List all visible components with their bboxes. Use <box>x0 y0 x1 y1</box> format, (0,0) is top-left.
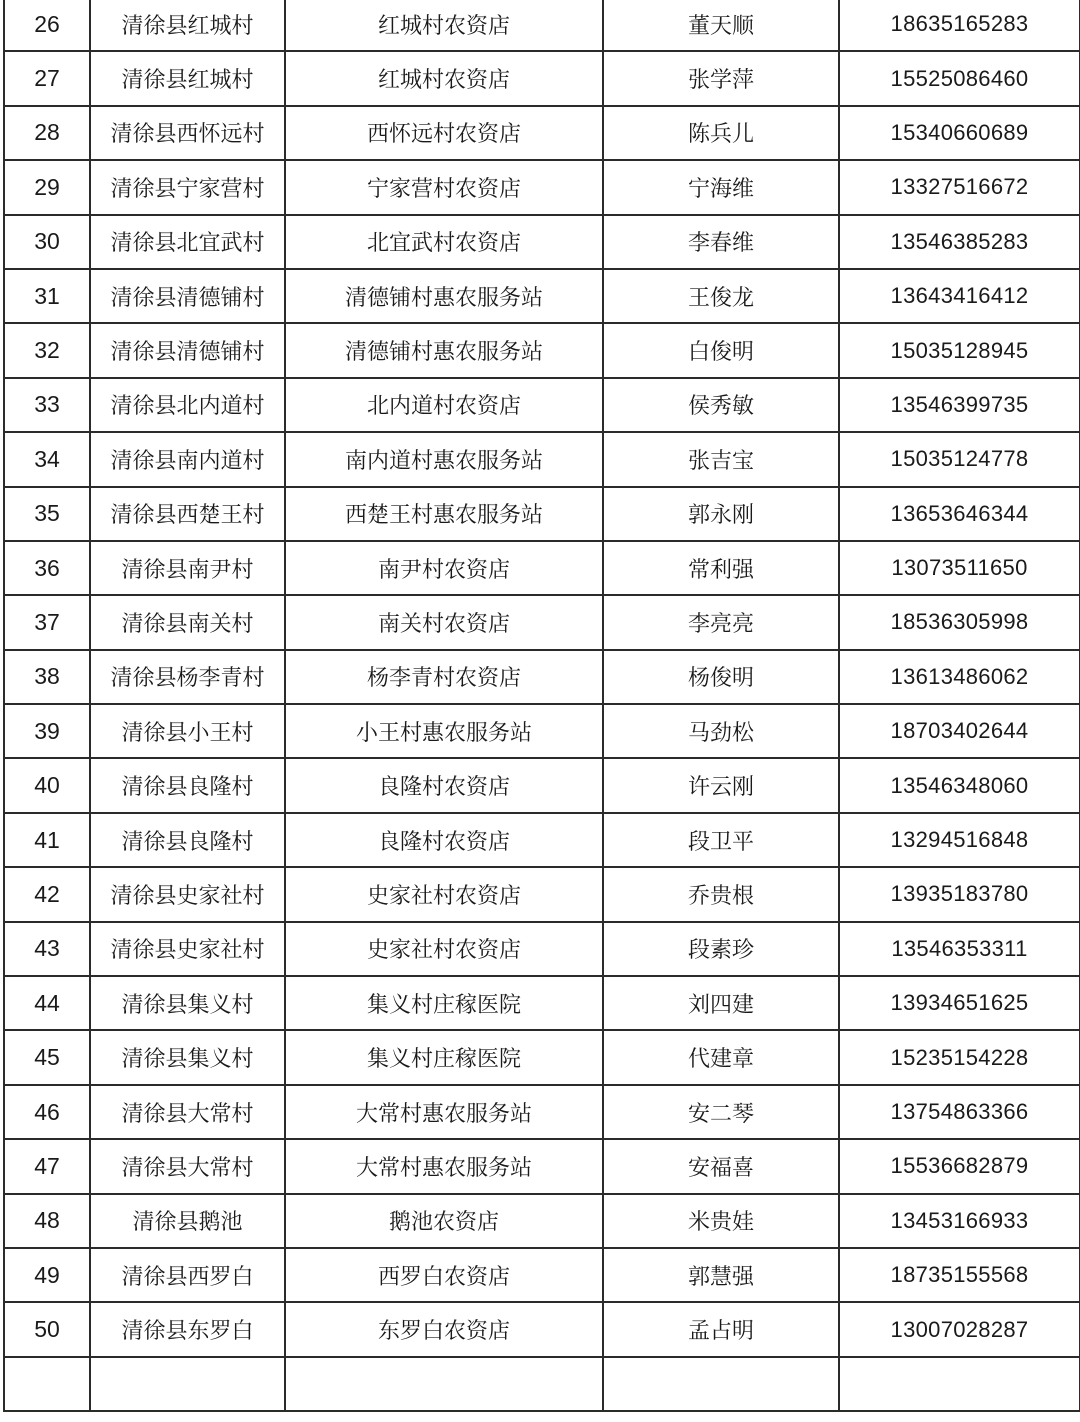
village-cell: 清徐县大常村 <box>90 1139 285 1193</box>
store-name-cell: 良隆村农资店 <box>285 758 603 812</box>
phone-number-cell: 15340660689 <box>839 106 1080 160</box>
store-name-cell: 南内道村惠农服务站 <box>285 432 603 486</box>
store-name-cell: 史家社村农资店 <box>285 867 603 921</box>
contact-name-cell: 王俊龙 <box>603 269 839 323</box>
phone-number-cell: 13453166933 <box>839 1194 1080 1248</box>
village-cell: 清徐县鹅池 <box>90 1194 285 1248</box>
row-number-cell: 32 <box>4 323 90 377</box>
village-cell: 清徐县西怀远村 <box>90 106 285 160</box>
contact-name-cell: 代建章 <box>603 1030 839 1084</box>
village-cell: 清徐县南内道村 <box>90 432 285 486</box>
village-cell: 清徐县集义村 <box>90 1030 285 1084</box>
phone-number-cell: 13073511650 <box>839 541 1080 595</box>
table-row <box>4 1030 1080 1084</box>
store-name-cell: 清德铺村惠农服务站 <box>285 323 603 377</box>
phone-number-cell: 18703402644 <box>839 704 1080 758</box>
contact-name-cell: 白俊明 <box>603 323 839 377</box>
contact-name-cell: 常利强 <box>603 541 839 595</box>
store-name-cell: 南尹村农资店 <box>285 541 603 595</box>
table-row <box>4 813 1080 867</box>
row-number-cell: 38 <box>4 650 90 704</box>
village-cell: 清徐县史家社村 <box>90 922 285 976</box>
table-row <box>4 541 1080 595</box>
table-row <box>4 378 1080 432</box>
store-name-cell: 杨李青村农资店 <box>285 650 603 704</box>
contact-name-cell: 马劲松 <box>603 704 839 758</box>
table-row <box>4 106 1080 160</box>
phone-number-cell <box>839 1357 1080 1411</box>
row-number-cell: 40 <box>4 758 90 812</box>
table-row <box>4 1302 1080 1356</box>
store-name-cell: 红城村农资店 <box>285 51 603 105</box>
table-row <box>4 487 1080 541</box>
phone-number-cell: 13546385283 <box>839 215 1080 269</box>
phone-number-cell: 13613486062 <box>839 650 1080 704</box>
store-name-cell: 西怀远村农资店 <box>285 106 603 160</box>
row-number-cell: 31 <box>4 269 90 323</box>
village-cell: 清徐县宁家营村 <box>90 160 285 214</box>
village-cell: 清徐县东罗白 <box>90 1302 285 1356</box>
table-row <box>4 704 1080 758</box>
phone-number-cell: 13327516672 <box>839 160 1080 214</box>
roster-sheet <box>3 0 1079 1412</box>
village-cell: 清徐县北宜武村 <box>90 215 285 269</box>
store-name-cell: 小王村惠农服务站 <box>285 704 603 758</box>
contact-name-cell: 郭永刚 <box>603 487 839 541</box>
phone-number-cell: 13546399735 <box>839 378 1080 432</box>
table-row <box>4 323 1080 377</box>
village-cell: 清徐县良隆村 <box>90 813 285 867</box>
village-cell: 清徐县红城村 <box>90 0 285 51</box>
village-cell: 清徐县西楚王村 <box>90 487 285 541</box>
row-number-cell: 26 <box>4 0 90 51</box>
phone-number-cell: 15035128945 <box>839 323 1080 377</box>
phone-number-cell: 13754863366 <box>839 1085 1080 1139</box>
village-cell: 清徐县清德铺村 <box>90 269 285 323</box>
table-row <box>4 1085 1080 1139</box>
village-cell: 清徐县北内道村 <box>90 378 285 432</box>
phone-number-cell: 13643416412 <box>839 269 1080 323</box>
store-name-cell: 鹅池农资店 <box>285 1194 603 1248</box>
table-row <box>4 1248 1080 1302</box>
phone-number-cell: 13935183780 <box>839 867 1080 921</box>
row-number-cell: 47 <box>4 1139 90 1193</box>
row-number-cell: 43 <box>4 922 90 976</box>
store-name-cell: 宁家营村农资店 <box>285 160 603 214</box>
contact-name-cell: 段素珍 <box>603 922 839 976</box>
row-number-cell: 48 <box>4 1194 90 1248</box>
store-name-cell: 良隆村农资店 <box>285 813 603 867</box>
village-cell: 清徐县大常村 <box>90 1085 285 1139</box>
table-row <box>4 976 1080 1030</box>
phone-number-cell: 15525086460 <box>839 51 1080 105</box>
row-number-cell: 42 <box>4 867 90 921</box>
store-name-cell: 西楚王村惠农服务站 <box>285 487 603 541</box>
table-row <box>4 269 1080 323</box>
contact-name-cell: 陈兵儿 <box>603 106 839 160</box>
village-cell: 清徐县清德铺村 <box>90 323 285 377</box>
phone-number-cell: 13934651625 <box>839 976 1080 1030</box>
store-name-cell: 集义村庄稼医院 <box>285 1030 603 1084</box>
contact-name-cell: 张吉宝 <box>603 432 839 486</box>
village-cell: 清徐县红城村 <box>90 51 285 105</box>
village-cell <box>90 1357 285 1411</box>
table-row <box>4 650 1080 704</box>
phone-number-cell: 13007028287 <box>839 1302 1080 1356</box>
row-number-cell: 49 <box>4 1248 90 1302</box>
contact-name-cell: 郭慧强 <box>603 1248 839 1302</box>
row-number-cell: 37 <box>4 595 90 649</box>
table-row <box>4 51 1080 105</box>
row-number-cell <box>4 1357 90 1411</box>
village-cell: 清徐县小王村 <box>90 704 285 758</box>
store-roster-table <box>3 0 1080 1412</box>
row-number-cell: 45 <box>4 1030 90 1084</box>
village-cell: 清徐县南关村 <box>90 595 285 649</box>
contact-name-cell: 宁海维 <box>603 160 839 214</box>
store-name-cell: 东罗白农资店 <box>285 1302 603 1356</box>
contact-name-cell: 杨俊明 <box>603 650 839 704</box>
contact-name-cell: 安福喜 <box>603 1139 839 1193</box>
contact-name-cell: 董天顺 <box>603 0 839 51</box>
table-row <box>4 432 1080 486</box>
contact-name-cell: 刘四建 <box>603 976 839 1030</box>
row-number-cell: 35 <box>4 487 90 541</box>
contact-name-cell: 李亮亮 <box>603 595 839 649</box>
store-name-cell: 大常村惠农服务站 <box>285 1085 603 1139</box>
phone-number-cell: 15536682879 <box>839 1139 1080 1193</box>
contact-name-cell: 孟占明 <box>603 1302 839 1356</box>
row-number-cell: 46 <box>4 1085 90 1139</box>
store-name-cell: 西罗白农资店 <box>285 1248 603 1302</box>
row-number-cell: 30 <box>4 215 90 269</box>
village-cell: 清徐县南尹村 <box>90 541 285 595</box>
store-name-cell: 北宜武村农资店 <box>285 215 603 269</box>
store-name-cell: 集义村庄稼医院 <box>285 976 603 1030</box>
row-number-cell: 27 <box>4 51 90 105</box>
store-name-cell: 南关村农资店 <box>285 595 603 649</box>
village-cell: 清徐县史家社村 <box>90 867 285 921</box>
phone-number-cell: 15235154228 <box>839 1030 1080 1084</box>
contact-name-cell: 侯秀敏 <box>603 378 839 432</box>
row-number-cell: 44 <box>4 976 90 1030</box>
row-number-cell: 50 <box>4 1302 90 1356</box>
store-name-cell <box>285 1357 603 1411</box>
village-cell: 清徐县集义村 <box>90 976 285 1030</box>
table-row <box>4 0 1080 51</box>
village-cell: 清徐县西罗白 <box>90 1248 285 1302</box>
table-row <box>4 1139 1080 1193</box>
table-row <box>4 1194 1080 1248</box>
table-row <box>4 758 1080 812</box>
table-row <box>4 595 1080 649</box>
contact-name-cell: 许云刚 <box>603 758 839 812</box>
contact-name-cell: 米贵娃 <box>603 1194 839 1248</box>
contact-name-cell: 段卫平 <box>603 813 839 867</box>
store-name-cell: 北内道村农资店 <box>285 378 603 432</box>
row-number-cell: 36 <box>4 541 90 595</box>
roster-body <box>4 0 1080 1411</box>
table-row <box>4 922 1080 976</box>
row-number-cell: 28 <box>4 106 90 160</box>
table-row <box>4 867 1080 921</box>
contact-name-cell: 安二琴 <box>603 1085 839 1139</box>
row-number-cell: 34 <box>4 432 90 486</box>
contact-name-cell <box>603 1357 839 1411</box>
phone-number-cell: 18735155568 <box>839 1248 1080 1302</box>
village-cell: 清徐县杨李青村 <box>90 650 285 704</box>
phone-number-cell: 18536305998 <box>839 595 1080 649</box>
row-number-cell: 41 <box>4 813 90 867</box>
table-row <box>4 215 1080 269</box>
store-name-cell: 清德铺村惠农服务站 <box>285 269 603 323</box>
phone-number-cell: 13294516848 <box>839 813 1080 867</box>
row-number-cell: 33 <box>4 378 90 432</box>
contact-name-cell: 李春维 <box>603 215 839 269</box>
contact-name-cell: 乔贵根 <box>603 867 839 921</box>
phone-number-cell: 15035124778 <box>839 432 1080 486</box>
store-name-cell: 红城村农资店 <box>285 0 603 51</box>
village-cell: 清徐县良隆村 <box>90 758 285 812</box>
row-number-cell: 29 <box>4 160 90 214</box>
phone-number-cell: 13546353311 <box>839 922 1080 976</box>
phone-number-cell: 18635165283 <box>839 0 1080 51</box>
phone-number-cell: 13653646344 <box>839 487 1080 541</box>
row-number-cell: 39 <box>4 704 90 758</box>
phone-number-cell: 13546348060 <box>839 758 1080 812</box>
store-name-cell: 大常村惠农服务站 <box>285 1139 603 1193</box>
table-row <box>4 160 1080 214</box>
contact-name-cell: 张学萍 <box>603 51 839 105</box>
store-name-cell: 史家社村农资店 <box>285 922 603 976</box>
table-row <box>4 1357 1080 1411</box>
